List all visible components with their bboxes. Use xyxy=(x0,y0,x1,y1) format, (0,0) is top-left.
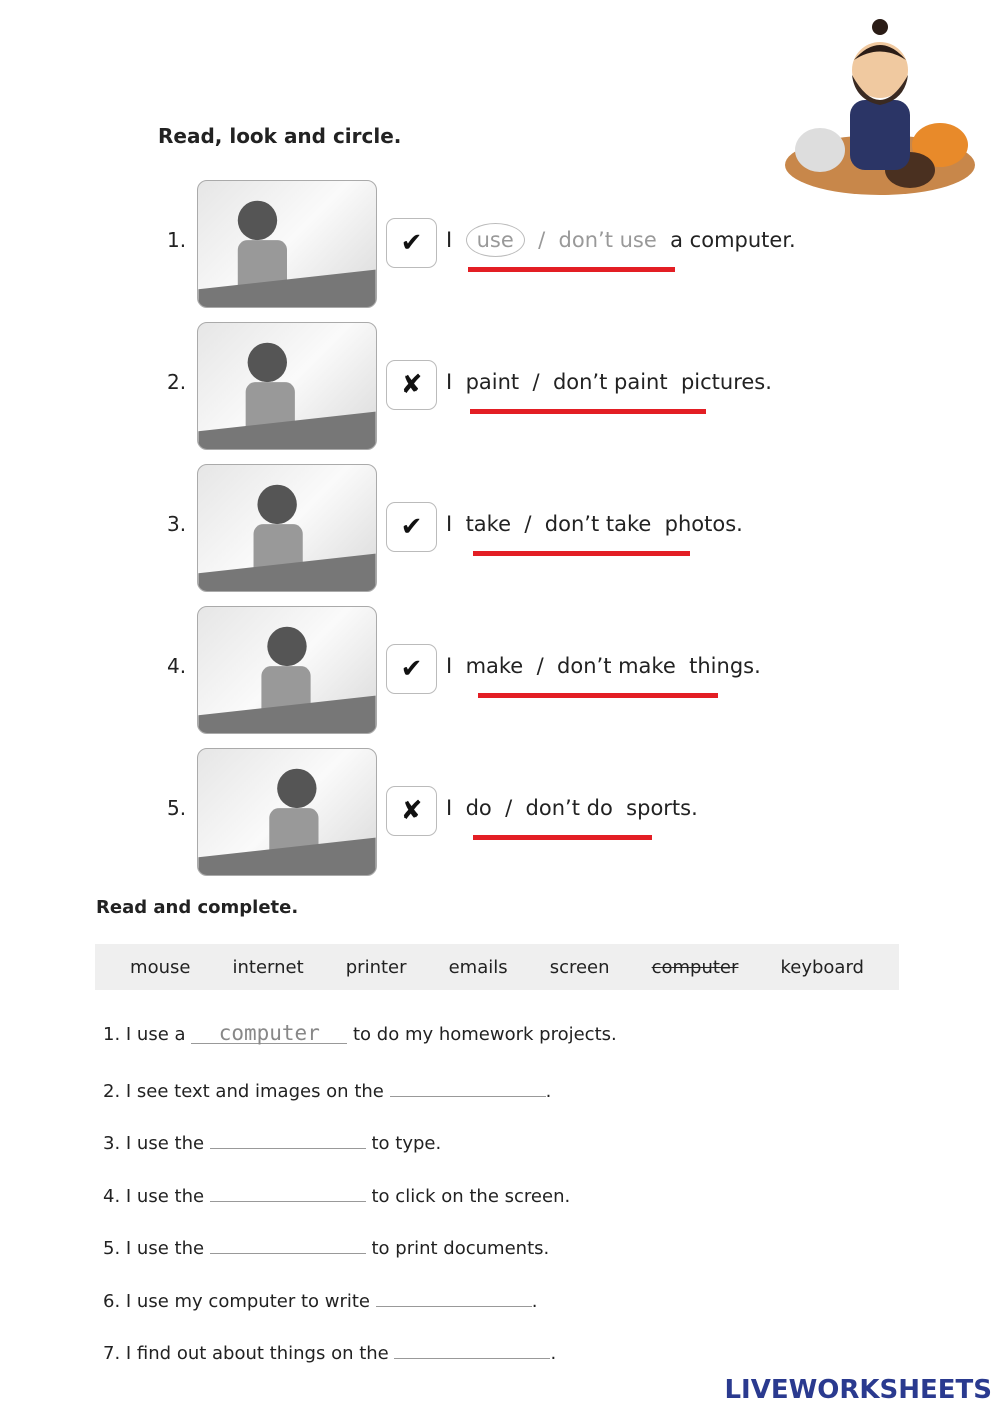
answer-input[interactable] xyxy=(210,1129,366,1149)
question-text: to click on the screen. xyxy=(365,1185,571,1207)
word-bank-item: internet xyxy=(232,956,304,978)
question xyxy=(103,1287,537,1312)
question-text: 7. I find out about things on the xyxy=(103,1343,395,1364)
answer-field[interactable] xyxy=(473,835,652,840)
activity-picture xyxy=(197,606,377,734)
answer-input[interactable] xyxy=(210,1182,366,1202)
question-text: 6. I use my computer to write xyxy=(103,1290,376,1312)
check-icon: ✔ xyxy=(386,218,437,268)
question-text: 5. I use the xyxy=(103,1238,210,1259)
sentence xyxy=(446,228,796,252)
liveworksheets-logo xyxy=(724,1375,992,1405)
question xyxy=(103,1182,570,1207)
separator: / xyxy=(538,228,546,252)
answer-input[interactable] xyxy=(210,1234,366,1254)
question xyxy=(103,1077,551,1102)
activity-picture xyxy=(197,322,377,450)
question-text: to do my homework projects. xyxy=(347,1024,617,1045)
option-negative[interactable]: don’t take xyxy=(544,512,652,536)
word-bank-item: keyboard xyxy=(780,956,864,978)
answer-field[interactable] xyxy=(468,267,675,272)
word-bank-item-used: computer xyxy=(651,956,739,978)
option-positive[interactable]: use xyxy=(466,223,525,257)
separator: / xyxy=(536,654,544,678)
sentence-subject: I xyxy=(446,654,453,678)
answer-input[interactable] xyxy=(390,1077,546,1097)
check-icon: ✔ xyxy=(386,502,437,552)
question-text: 1. I use a xyxy=(103,1024,192,1045)
option-negative[interactable]: don’t make xyxy=(557,654,676,678)
word-bank-item: emails xyxy=(448,956,508,978)
option-positive[interactable]: paint xyxy=(465,370,520,394)
option-positive[interactable]: do xyxy=(465,796,492,820)
sentence-end: photos. xyxy=(664,512,743,536)
answer-field[interactable] xyxy=(470,409,706,414)
answer-field[interactable] xyxy=(478,693,718,698)
option-negative[interactable]: don’t paint xyxy=(552,370,668,394)
question xyxy=(103,1339,556,1364)
question-text: 4. I use the xyxy=(103,1185,210,1207)
logo-text: LIVEWORKSHEETS xyxy=(724,1375,992,1405)
sentence-end: a computer. xyxy=(670,228,796,252)
separator: / xyxy=(505,796,513,820)
question xyxy=(103,1129,441,1154)
sentence xyxy=(446,370,772,394)
teacher-avatar-with-dogs-illustration xyxy=(780,15,980,200)
item-number: 4. xyxy=(167,654,187,678)
word-bank-item: mouse xyxy=(130,956,191,978)
answer-input[interactable]: computer xyxy=(191,1024,347,1044)
section1-title: Read, look and circle. xyxy=(158,124,402,148)
option-negative[interactable]: don’t use xyxy=(558,228,657,252)
activity-picture xyxy=(197,180,377,308)
item-number: 2. xyxy=(167,370,187,394)
sentence-end: pictures. xyxy=(680,370,772,394)
separator: / xyxy=(524,512,532,536)
sentence-end: sports. xyxy=(626,796,698,820)
cross-icon: ✘ xyxy=(386,360,437,410)
word-bank xyxy=(95,944,899,990)
separator: / xyxy=(532,370,540,394)
sentence xyxy=(446,654,761,678)
answer-input[interactable] xyxy=(394,1339,550,1359)
activity-picture xyxy=(197,748,377,876)
answer-input[interactable] xyxy=(376,1287,532,1307)
question-text: 3. I use the xyxy=(103,1133,210,1154)
option-positive[interactable]: take xyxy=(465,512,511,536)
sentence-subject: I xyxy=(446,228,453,252)
question-text: . xyxy=(550,1343,557,1364)
cross-icon: ✘ xyxy=(386,786,437,836)
item-number: 1. xyxy=(167,228,187,252)
check-icon: ✔ xyxy=(386,644,437,694)
question-text: . xyxy=(531,1290,538,1312)
sentence xyxy=(446,512,743,536)
section2-title: Read and complete. xyxy=(96,897,299,918)
sentence xyxy=(446,796,698,820)
question xyxy=(103,1021,617,1045)
question-text: . xyxy=(545,1080,552,1102)
sentence-subject: I xyxy=(446,512,453,536)
word-bank-item: screen xyxy=(549,956,610,978)
word-bank-item: printer xyxy=(345,956,407,978)
question-text: to type. xyxy=(365,1133,442,1154)
option-positive[interactable]: make xyxy=(465,654,524,678)
answer-field[interactable] xyxy=(473,551,690,556)
sentence-subject: I xyxy=(446,370,453,394)
question xyxy=(103,1234,549,1259)
question-text: 2. I see text and images on the xyxy=(103,1080,390,1102)
item-number: 3. xyxy=(167,512,187,536)
sentence-subject: I xyxy=(446,796,453,820)
item-number: 5. xyxy=(167,796,187,820)
question-text: to print documents. xyxy=(365,1238,550,1259)
activity-picture xyxy=(197,464,377,592)
option-negative[interactable]: don’t do xyxy=(525,796,613,820)
sentence-end: things. xyxy=(689,654,761,678)
